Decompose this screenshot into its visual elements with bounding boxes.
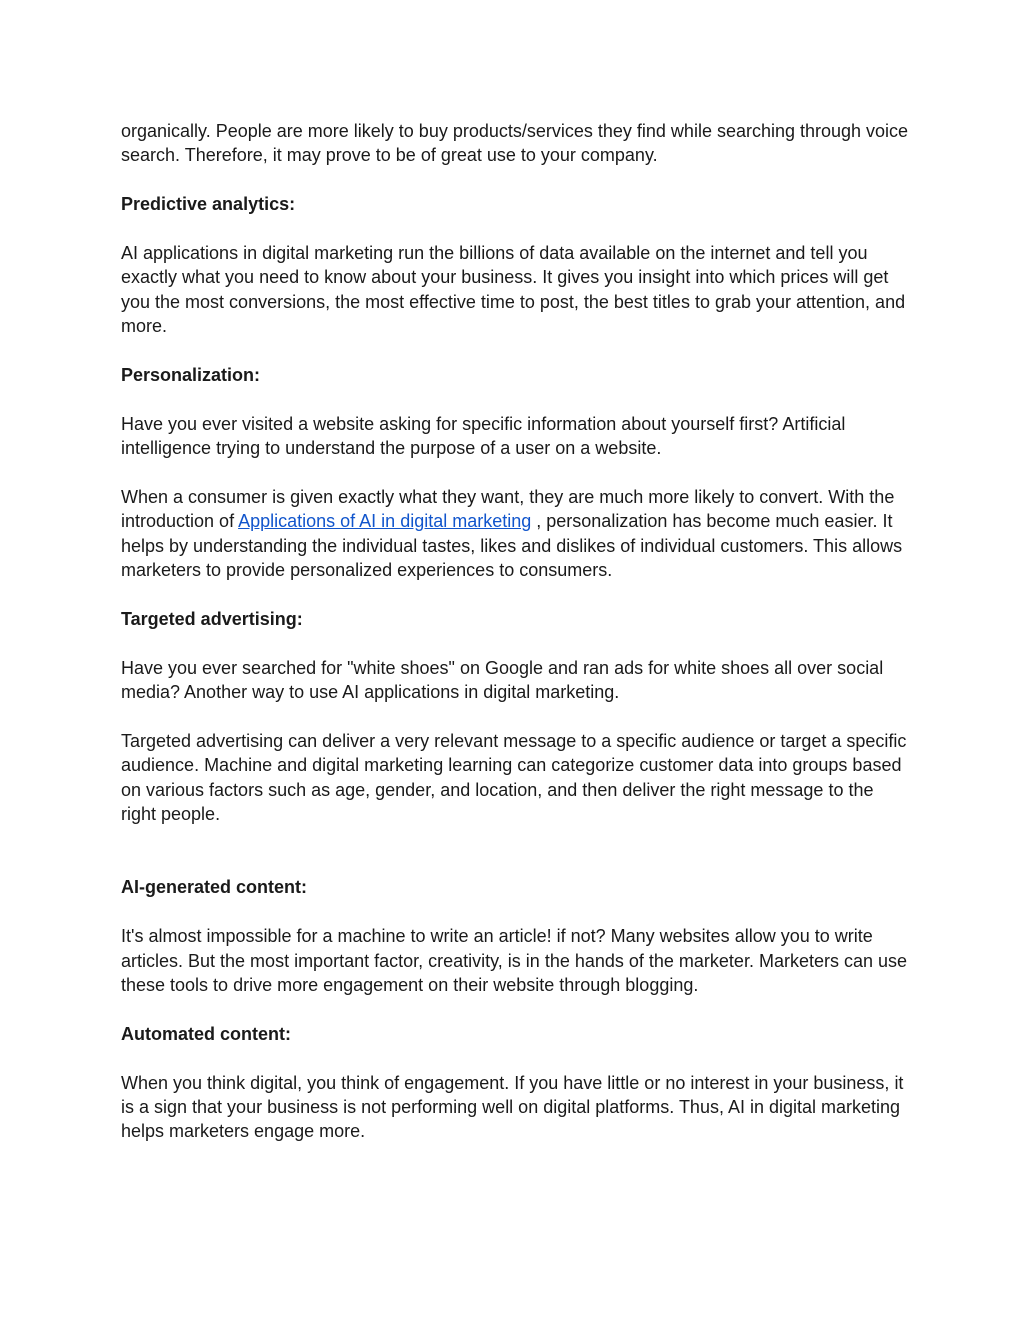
targeted-advertising-paragraph-2: Targeted advertising can deliver a very relevant message to a specific audience or target a specific audience. Machine and digital marketing learning can categorize customer data into groups based on various factors such as age, gender, and location, and then deliver the right message to the right people.	[121, 731, 907, 825]
blank-line	[121, 851, 911, 875]
personalization-paragraph-2	[121, 485, 911, 583]
applications-of-ai-link[interactable]: Applications of AI in digital marketing	[238, 511, 532, 532]
intro-paragraph: organically. People are more likely to buy products/services they find while searching through voice search. Therefore, it may prove to be of great use to your company.	[121, 121, 909, 166]
heading-predictive-analytics: Predictive analytics:	[121, 194, 296, 215]
heading-automated-content: Automated content:	[121, 1023, 291, 1044]
predictive-analytics-paragraph: AI applications in digital marketing run the billions of data available on the internet and tell you exactly what you need to know about your business. It gives you insight into which prices will get you the most conversions, the most effective time to post, the best titles to grab your attention, and more.	[121, 243, 906, 337]
heading-personalization: Personalization:	[121, 365, 261, 386]
heading-ai-generated-content: AI-generated content:	[121, 877, 308, 898]
personalization-text-after-link: , personalization has become much easier. It helps by understanding the individual tastes, likes and dislikes of individual customers. This allows marketers to provide personalized experiences to consumers.	[121, 511, 903, 581]
document-page	[121, 119, 911, 1168]
automated-content-paragraph: When you think digital, you think of engagement. If you have little or no interest in your business, it is a sign that your business is not performing well on digital platforms. Thus, AI in digital marketing helps marketers engage more.	[121, 1072, 904, 1142]
ai-generated-content-paragraph: It's almost impossible for a machine to write an article! if not? Many websites allow you to write articles. But the most important factor, creativity, is in the hands of the marketer. Marketers can use these tools to drive more engagement on their website through blogging.	[121, 926, 908, 996]
heading-targeted-advertising: Targeted advertising:	[121, 609, 303, 630]
personalization-paragraph-1: Have you ever visited a website asking for specific information about yourself first? Artificial intelligence trying to understand the purpose of a user on a website.	[121, 413, 846, 459]
targeted-advertising-paragraph-1: Have you ever searched for "white shoes" on Google and ran ads for white shoes all over social media? Another way to use AI applications in digital marketing.	[121, 657, 884, 703]
personalization-text-before-link: When a consumer is given exactly what they want, they are much more likely to convert. With the introduction of	[121, 487, 895, 532]
